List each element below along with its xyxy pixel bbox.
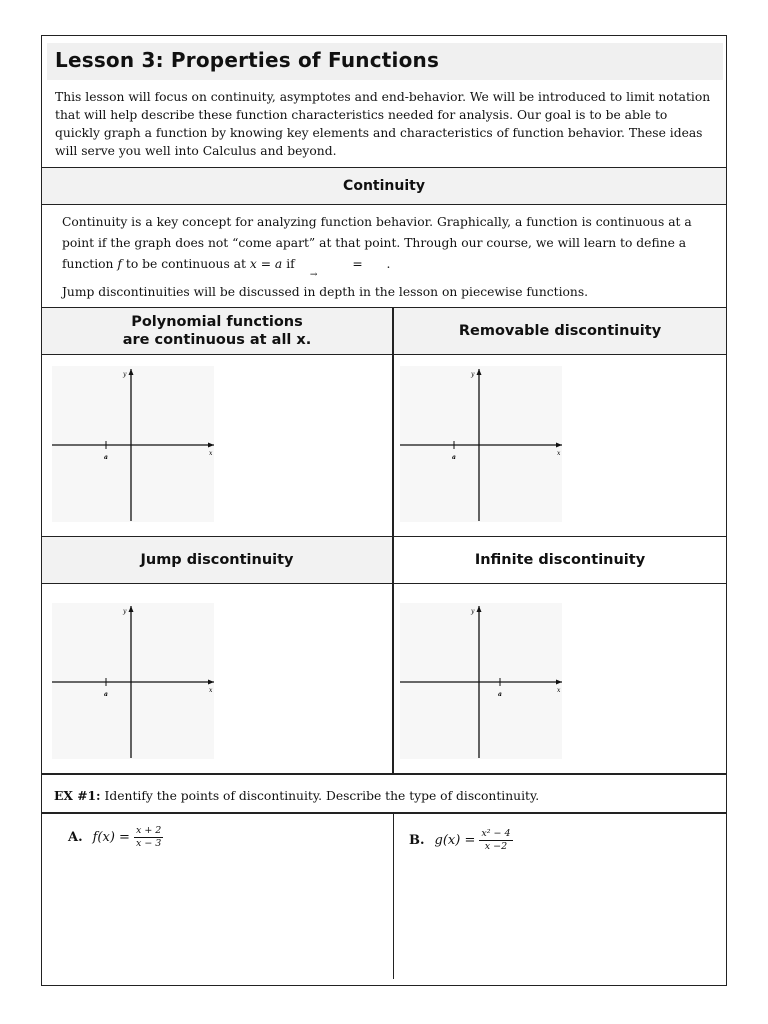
- example-divider: [393, 813, 394, 979]
- example-label: EX #1:: [54, 788, 101, 803]
- y-axis-label: y: [471, 608, 475, 615]
- period: .: [386, 257, 391, 271]
- numerator: x² − 4: [481, 828, 511, 839]
- problem-a: [68, 825, 163, 850]
- cell-heading-infinite: Infinite discontinuity: [474, 552, 646, 568]
- cell-heading-removable: Removable discontinuity: [394, 308, 726, 354]
- problem-b-fraction: [479, 828, 512, 853]
- cell-heading-polynomial: [42, 308, 392, 354]
- problem-a-lhs: f(x) =: [92, 830, 130, 845]
- divider: [42, 812, 726, 814]
- a-label: a: [498, 691, 502, 698]
- x-axis-label: x: [557, 687, 561, 694]
- equals-sign: =: [352, 257, 363, 271]
- problem-a-fraction: [134, 825, 163, 850]
- x-axis-label: x: [209, 687, 213, 694]
- continuity-paragraph: [62, 212, 712, 280]
- page-title: Lesson 3: Properties of Functions: [55, 48, 440, 72]
- a-label: a: [104, 691, 108, 698]
- grid-divider: [392, 308, 394, 774]
- if-word: if: [286, 257, 295, 271]
- denominator: x − 3: [135, 838, 162, 849]
- numerator: x + 2: [135, 825, 162, 836]
- problem-b: [409, 828, 513, 853]
- problem-b-label: B.: [409, 833, 425, 848]
- divider: [42, 354, 726, 355]
- divider: [42, 583, 726, 584]
- a-label: a: [104, 454, 108, 461]
- y-axis-label: y: [123, 371, 127, 378]
- example-prompt: [54, 788, 539, 803]
- worksheet-page: [41, 35, 727, 986]
- continuity-text: Continuity is a key concept for analyzing function behavior. Graphically, a function is continuous at a point if the graph does not “come apart” at that point. Through our course, we will learn to define a function: [62, 215, 692, 271]
- graph-jump: [52, 603, 217, 763]
- y-axis-label: y: [471, 371, 475, 378]
- cell-heading-line: Polynomial functions: [131, 314, 303, 330]
- cell-heading-line: are continuous at all x.: [122, 332, 312, 348]
- x-axis-label: x: [557, 450, 561, 457]
- x-axis-label: x: [209, 450, 213, 457]
- y-axis-label: y: [123, 608, 127, 615]
- continuity-heading: Continuity: [42, 168, 726, 204]
- denominator: x −2: [484, 841, 508, 852]
- graph-infinite: [400, 603, 565, 763]
- problem-b-lhs: g(x) =: [434, 833, 476, 848]
- divider: [42, 773, 726, 775]
- continuity-text-mid: to be continuous at: [125, 257, 246, 271]
- function-symbol: f: [117, 257, 122, 271]
- a-label: a: [452, 454, 456, 461]
- intro-paragraph: This lesson will focus on continuity, asymptotes and end-behavior. We will be introduced to limit notation that will help describe these function characteristics needed for analysis. Our goal is to be able to quickly graph a function by knowing key elements and characteristics of function behavior. These ideas will serve you well into Calculus and beyond.: [55, 90, 711, 158]
- example-text: Identify the points of discontinuity. Describe the type of discontinuity.: [104, 789, 540, 803]
- graph-polynomial: [52, 366, 217, 526]
- cell-heading-jump: Jump discontinuity: [42, 537, 392, 583]
- title-bar: [47, 43, 723, 80]
- graph-removable: [400, 366, 565, 526]
- problem-a-label: A.: [68, 830, 83, 845]
- x-equals-a: x = a: [249, 257, 283, 271]
- jump-note: Jump discontinuities will be discussed in depth in the lesson on piecewise functions.: [62, 285, 589, 299]
- divider: [42, 204, 726, 205]
- limit-arrow: →: [309, 270, 318, 280]
